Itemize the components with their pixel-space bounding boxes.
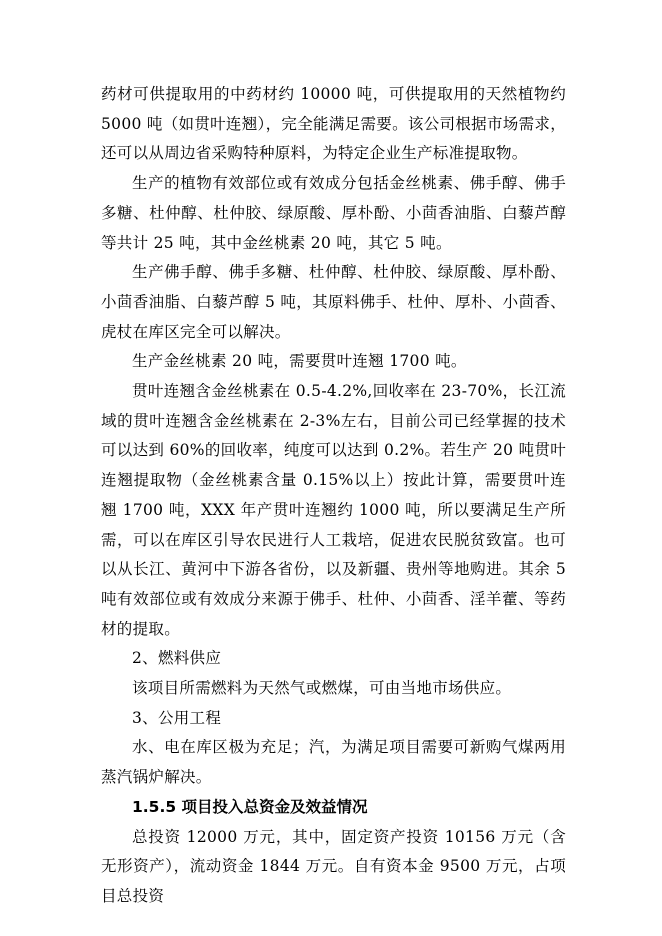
paragraph-fuel-supply: 该项目所需燃料为天然气或燃煤，可由当地市场供应。	[132, 679, 512, 698]
paragraph-total-investment: 总投资 12000 万元，其中，固定资产投资 10156 万元（含无形资产），流动资金 1844 万元。自有资本金 9500 万元，占项目总投资	[101, 827, 566, 905]
paragraph-other-products: 生产佛手醇、佛手多糖、杜仲醇、杜仲胶、绿原酸、厚朴酚、小茴香油脂、白藜芦醇 5 吨，其原料佛手、杜仲、厚朴、小茴香、虎杖在库区完全可以解决。	[101, 263, 566, 341]
subheading-public-works: 3、公用工程	[132, 708, 222, 727]
paragraph-hypericin-requirement: 生产金丝桃素 20 吨，需要贯叶连翘 1700 吨。	[132, 352, 467, 371]
subheading-fuel-supply: 2、燃料供应	[132, 649, 222, 668]
section-heading-investment: 1.5.5 项目投入总资金及效益情况	[132, 797, 368, 816]
paragraph-effective-components: 生产的植物有效部位或有效成分包括金丝桃素、佛手醇、佛手多糖、杜仲醇、杜仲胶、绿原酸、厚朴酚、小茴香油脂、白藜芦醇等共计 25 吨，其中金丝桃素 20 吨，其它 5 吨。	[101, 174, 566, 252]
paragraph-public-works: 水、电在库区极为充足；汽，为满足项目需要可新购气煤两用蒸汽锅炉解决。	[101, 738, 566, 787]
document-page	[101, 80, 566, 912]
paragraph-raw-material-supply: 药材可供提取用的中药材约 10000 吨，可供提取用的天然植物约 5000 吨（如贯叶连翘），完全能满足需要。该公司根据市场需求，还可以从周边省采购特种原料，为特定企业生产标准提取物。	[101, 85, 566, 163]
paragraph-hypericin-content: 贯叶连翘含金丝桃素在 0.5-4.2%,回收率在 23-70%，长江流域的贯叶连翘含金丝桃素在 2-3%左右，目前公司已经掌握的技术可以达到 60%的回收率，纯度可以达到 0.2%。若生产 20 吨贯叶连翘提取物（金丝桃素含量 0.15%以上）按此计算，需要贯叶连翘 1700 吨，XXX 年产贯叶连翘约 1000 吨，所以要满足生产所需，可以在库区引导农民进行人工栽培，促进农民脱贫致富。也可以从长江、黄河中下游各省份，以及新疆、贵州等地购进。其余 5 吨有效部位或有效成分来源于佛手、杜仲、小茴香、淫羊藿、等药材的提取。	[101, 382, 566, 638]
